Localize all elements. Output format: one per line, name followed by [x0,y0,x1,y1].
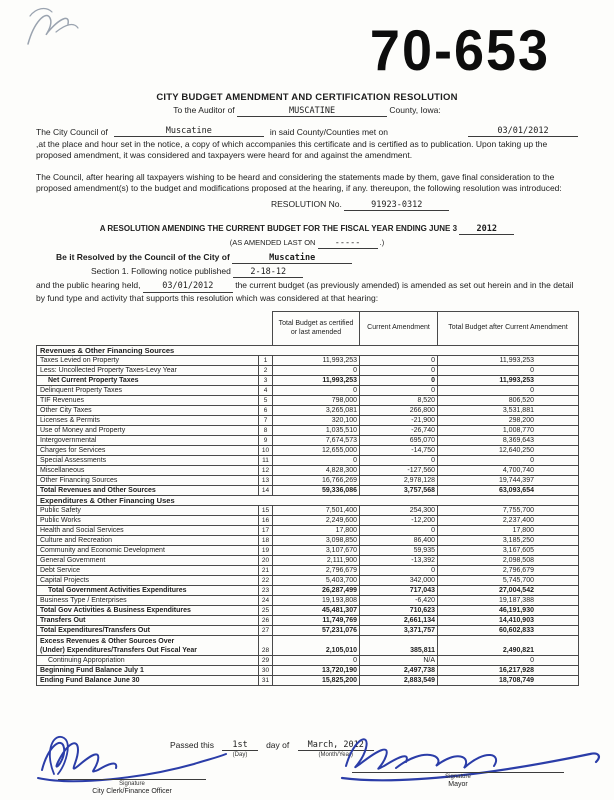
cell-c2: 342,000 [360,576,438,586]
resolved-city-value: Muscatine [269,253,316,263]
row-label: Total Gov Activities & Business Expenditures [37,606,259,616]
document-number-stamp: 70-653 [369,19,551,83]
passed-month-fill [298,740,374,758]
row-number: 1 [259,356,273,366]
cell-c2: 0 [360,566,438,576]
resolved-prefix: Be it Resolved by the Council of the City of [56,252,230,262]
section1-line [91,266,578,278]
cell-c2: -127,560 [360,466,438,476]
row-label: Net Current Property Taxes [37,376,259,386]
row-number: 29 [259,656,273,666]
cell-c1: 0 [273,656,360,666]
cell-c2: 3,757,568 [360,486,438,496]
hearing-suffix: the current budget (as previously amended) is amended as set out herein and in the detail by fund type and activity that supports this resolution which was considered at that hearing: [36,280,574,303]
row-number: 28 [259,636,273,656]
table-row [37,386,579,396]
table-row [37,406,579,416]
row-number: 20 [259,556,273,566]
table-row [37,616,579,626]
cell-c1: 2,796,679 [273,566,360,576]
row-number: 15 [259,506,273,516]
cell-c3: 18,708,749 [438,676,579,686]
cell-c1: 59,336,086 [273,486,360,496]
meeting-date-value: 03/01/2012 [497,126,549,136]
passed-mid: day of [266,740,290,750]
cell-c2: 0 [360,386,438,396]
row-label: Charges for Services [37,446,259,456]
row-label: Use of Money and Property [37,426,259,436]
passed-day-fill [222,740,257,758]
row-label: Continuing Appropriation [37,656,259,666]
cell-c3: 14,410,903 [438,616,579,626]
cell-c2: 0 [360,456,438,466]
cell-c2: -12,200 [360,516,438,526]
cell-c1: 16,766,269 [273,476,360,486]
row-label: Public Works [37,516,259,526]
mayor-title: Mayor [448,781,468,788]
row-label: Taxes Levied on Property [37,356,259,366]
council-prefix: The City Council of [36,127,108,137]
budget-table-body [37,346,579,686]
cell-c3: 2,490,821 [438,636,579,656]
cell-c1: 12,655,000 [273,446,360,456]
table-row [37,626,579,636]
cell-c2: -26,740 [360,426,438,436]
mayor-signature-block [352,772,564,788]
cell-c2: -13,392 [360,556,438,566]
amended-last-prefix: (AS AMENDED LAST ON [229,238,316,247]
cell-c3: 19,744,397 [438,476,579,486]
row-number: 12 [259,466,273,476]
cell-c2: 86,400 [360,536,438,546]
col-header-after-amendment: Total Budget after Current Amendment [438,312,579,346]
table-row [37,676,579,686]
table-header-row [37,312,579,346]
cell-c1: 0 [273,386,360,396]
amended-last-value: ----- [334,238,361,248]
passed-day-caption: (Day) [232,752,248,758]
row-number: 31 [259,676,273,686]
table-row [37,566,579,576]
cell-c2: -6,420 [360,596,438,606]
cell-c3: 0 [438,656,579,666]
table-row [37,366,579,376]
row-number: 13 [259,476,273,486]
row-label: Other City Taxes [37,406,259,416]
row-number: 18 [259,536,273,546]
row-label: Other Financing Sources [37,476,259,486]
row-label: Special Assessments [37,456,259,466]
table-row [37,486,579,496]
cell-c1: 1,035,510 [273,426,360,436]
row-number: 7 [259,416,273,426]
passed-date-line [170,740,380,758]
table-row [37,416,579,426]
cell-c3: 1,008,770 [438,426,579,436]
cell-c2: 0 [360,366,438,376]
passed-day-value: 1st [222,740,257,751]
table-row [37,536,579,546]
passed-prefix: Passed this [170,740,214,750]
city-name-blank [114,125,264,137]
row-number: 24 [259,596,273,606]
table-row [37,446,579,456]
cell-c3: 3,185,250 [438,536,579,546]
cell-c2: 2,661,134 [360,616,438,626]
row-label: Excess Revenues & Other Sources Over (Under) Expenditures/Transfers Out Fiscal Year [37,636,259,656]
section1-prefix: Section 1. Following notice published [91,266,231,276]
cell-c2: -21,900 [360,416,438,426]
cell-c1: 0 [273,366,360,376]
row-number: 14 [259,486,273,496]
row-number: 16 [259,516,273,526]
cell-c1: 3,107,670 [273,546,360,556]
table-row [37,506,579,516]
table-row [37,576,579,586]
row-number: 25 [259,606,273,616]
cell-c2: 0 [360,356,438,366]
table-row [37,426,579,436]
passed-month-value: March, 2012 [298,740,374,751]
table-row [37,456,579,466]
resolved-city-blank [232,252,352,264]
row-label: Miscellaneous [37,466,259,476]
header-spacer [37,312,273,346]
cell-c3: 3,531,881 [438,406,579,416]
cell-c1: 13,720,190 [273,666,360,676]
cell-c2: -14,750 [360,446,438,456]
council-hearing-paragraph: The Council, after hearing all taxpayers wishing to be heard and considering the statements made by them, gave final consideration to the proposed amendment(s) to the budget and modifications proposed at the hearing, if any. thereupon, the following resolution was introduced: [36,172,562,193]
row-number: 9 [259,436,273,446]
amended-last-suffix: .) [379,238,385,247]
cell-c3: 298,200 [438,416,579,426]
cell-c3: 7,755,700 [438,506,579,516]
row-number: 3 [259,376,273,386]
resolution-title-text: A RESOLUTION AMENDING THE CURRENT BUDGET FOR THE FISCAL YEAR ENDING JUNE 3 [99,224,458,233]
row-number: 2 [259,366,273,376]
cell-c2: 2,978,128 [360,476,438,486]
cell-c3: 63,093,654 [438,486,579,496]
resolution-number-label: RESOLUTION No. [271,199,342,209]
clerk-signature-block [58,779,206,795]
table-row [37,656,579,666]
notice-date-value: 2-18-12 [250,267,287,277]
table-row [37,596,579,606]
meeting-date-blank [468,125,578,137]
row-number: 5 [259,396,273,406]
row-label: Business Type / Enterprises [37,596,259,606]
cell-c3: 19,187,388 [438,596,579,606]
mayor-signature-line [352,772,564,773]
hearing-prefix: and the public hearing held, [36,280,141,290]
council-meeting-line [36,125,578,137]
cell-c1: 798,000 [273,396,360,406]
table-row [37,556,579,566]
cell-c2: 8,520 [360,396,438,406]
row-label: Intergovernmental [37,436,259,446]
resolution-number-blank [344,199,449,211]
pencil-scribble-mark [16,2,111,54]
budget-amendment-table [36,311,579,686]
cell-c3: 60,602,833 [438,626,579,636]
cell-c1: 45,481,307 [273,606,360,616]
row-label: Total Government Activities Expenditures [37,586,259,596]
auditor-prefix: To the Auditor of [173,105,235,115]
cell-c1: 2,249,600 [273,516,360,526]
cell-c3: 0 [438,386,579,396]
section-label: Expenditures & Other Financing Uses [37,496,579,506]
cell-c2: 2,883,549 [360,676,438,686]
row-number: 22 [259,576,273,586]
row-label: Capital Projects [37,576,259,586]
cell-c1: 320,100 [273,416,360,426]
cell-c2: 266,800 [360,406,438,416]
cell-c2: 695,070 [360,436,438,446]
table-section-row [37,496,579,506]
row-label: Public Safety [37,506,259,516]
cell-c1: 11,749,769 [273,616,360,626]
row-number: 8 [259,426,273,436]
cell-c3: 2,098,508 [438,556,579,566]
table-row [37,476,579,486]
clerk-title: City Clerk/Finance Officer [92,788,172,795]
auditor-line [36,105,578,117]
table-row [37,546,579,556]
resolution-title-line [36,223,578,235]
cell-c1: 4,828,300 [273,466,360,476]
row-label: TIF Revenues [37,396,259,406]
cell-c3: 16,217,928 [438,666,579,676]
row-label: Less: Uncollected Property Taxes-Levy Year [37,366,259,376]
table-row [37,526,579,536]
table-section-row [37,346,579,356]
amended-last-line [36,237,578,249]
table-row [37,636,579,656]
row-label: Culture and Recreation [37,536,259,546]
cell-c3: 11,993,253 [438,356,579,366]
cell-c1: 26,287,499 [273,586,360,596]
cell-c2: 0 [360,526,438,536]
auditor-suffix: County, Iowa: [389,105,441,115]
row-number: 11 [259,456,273,466]
certification-paragraph: ,at the place and hour set in the notice, a copy of which accompanies this certificate and is certified as to publication. Upon taking up the proposed amendment, it was considered and taxpayers were heard for and against the amendment. [36,139,548,160]
form-content [36,92,578,686]
row-label: Transfers Out [37,616,259,626]
row-label: Total Expenditures/Transfers Out [37,626,259,636]
col-header-current-amendment: Current Amendment [360,312,438,346]
cell-c2: 59,935 [360,546,438,556]
resolution-number-value: 91923-0312 [371,200,423,210]
section-label: Revenues & Other Financing Sources [37,346,579,356]
cell-c1: 0 [273,456,360,466]
city-name-value: Muscatine [165,126,212,136]
auditor-county-blank [237,105,387,117]
document-title: CITY BUDGET AMENDMENT AND CERTIFICATION RESOLUTION [156,92,458,103]
row-label: Beginning Fund Balance July 1 [37,666,259,676]
cell-c1: 11,993,253 [273,376,360,386]
row-label: Delinquent Property Taxes [37,386,259,396]
row-number: 27 [259,626,273,636]
cell-c3: 2,237,400 [438,516,579,526]
row-number: 30 [259,666,273,676]
cell-c2: N/A [360,656,438,666]
cell-c3: 0 [438,456,579,466]
cell-c1: 57,231,076 [273,626,360,636]
cell-c1: 19,193,808 [273,596,360,606]
row-number: 19 [259,546,273,556]
row-label: Community and Economic Development [37,546,259,556]
row-number: 6 [259,406,273,416]
table-row [37,436,579,446]
cell-c2: 385,811 [360,636,438,656]
cell-c3: 0 [438,366,579,376]
hearing-date-value: 03/01/2012 [162,281,214,291]
cell-c2: 710,623 [360,606,438,616]
table-row [37,666,579,676]
fiscal-year-value: 2012 [476,224,498,234]
table-row [37,356,579,366]
row-label: Ending Fund Balance June 30 [37,676,259,686]
cell-c3: 27,004,542 [438,586,579,596]
cell-c1: 7,501,400 [273,506,360,516]
public-hearing-paragraph [36,280,578,303]
table-row [37,466,579,476]
passed-month-caption: (Month/Year) [318,752,353,758]
row-number: 4 [259,386,273,396]
cell-c1: 2,105,010 [273,636,360,656]
cell-c1: 2,111,900 [273,556,360,566]
clerk-signature-caption: Signature [119,781,145,787]
row-label: Debt Service [37,566,259,576]
table-row [37,606,579,616]
cell-c3: 11,993,253 [438,376,579,386]
cell-c2: 717,043 [360,586,438,596]
cell-c1: 5,403,700 [273,576,360,586]
council-mid: in said County/Counties met on [269,127,388,137]
table-row [37,516,579,526]
mayor-signature-caption: Signature [445,774,471,780]
col-header-certified-budget: Total Budget as certified or last amended [273,312,360,346]
cell-c3: 3,167,605 [438,546,579,556]
table-row [37,396,579,406]
row-number: 21 [259,566,273,576]
cell-c3: 8,369,643 [438,436,579,446]
auditor-county-value: MUSCATINE [289,106,336,116]
cell-c3: 2,796,679 [438,566,579,576]
cell-c3: 4,700,740 [438,466,579,476]
table-row [37,586,579,596]
fiscal-year-blank [459,223,514,235]
cell-c3: 12,640,250 [438,446,579,456]
cell-c3: 17,800 [438,526,579,536]
clerk-signature-line [58,779,206,780]
cell-c2: 0 [360,376,438,386]
cell-c1: 3,098,850 [273,536,360,546]
row-number: 17 [259,526,273,536]
row-label: General Government [37,556,259,566]
row-label: Licenses & Permits [37,416,259,426]
row-number: 26 [259,616,273,626]
cell-c1: 11,993,253 [273,356,360,366]
resolved-line [56,252,578,264]
cell-c3: 806,520 [438,396,579,406]
cell-c3: 46,191,930 [438,606,579,616]
row-label: Health and Social Services [37,526,259,536]
notice-date-blank [233,266,303,278]
cell-c2: 3,371,757 [360,626,438,636]
row-number: 10 [259,446,273,456]
amended-last-blank [318,237,378,249]
cell-c3: 5,745,700 [438,576,579,586]
cell-c1: 3,265,081 [273,406,360,416]
cell-c1: 15,825,200 [273,676,360,686]
hearing-date-blank [143,280,233,293]
cell-c1: 7,674,573 [273,436,360,446]
table-row [37,376,579,386]
resolution-number-line [271,199,578,211]
cell-c2: 254,300 [360,506,438,516]
row-number: 23 [259,586,273,596]
cell-c1: 17,800 [273,526,360,536]
row-label: Total Revenues and Other Sources [37,486,259,496]
cell-c2: 2,497,738 [360,666,438,676]
